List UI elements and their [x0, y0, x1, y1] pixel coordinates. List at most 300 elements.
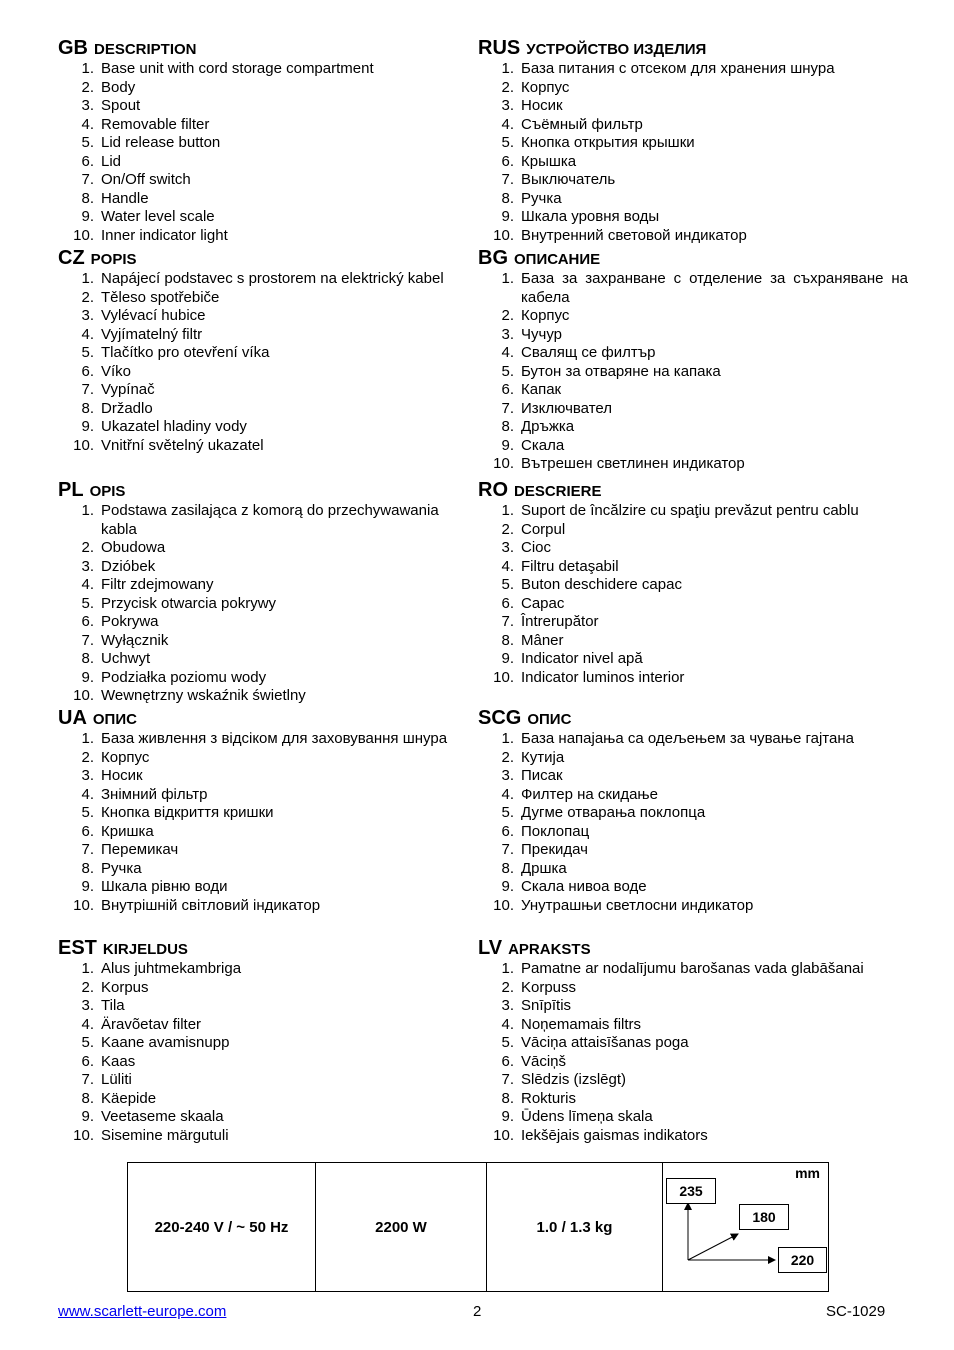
list-item — [478, 60, 908, 79]
item-number: 5. — [81, 134, 94, 151]
voltage-cell: 220-240 V / ~ 50 Hz — [128, 1163, 316, 1291]
list-item — [58, 60, 448, 79]
item-number: 6. — [501, 1052, 514, 1070]
item-text: Käepide — [101, 1089, 157, 1107]
item-text: Унутрашњи светлосни индикатор — [521, 896, 754, 914]
item-text: Indicator luminos interior — [521, 668, 685, 686]
list-item — [58, 326, 448, 345]
list-item — [58, 823, 448, 842]
list-item — [478, 595, 908, 614]
item-text: Indicator nivel apă — [521, 650, 643, 667]
item-number: 7. — [501, 171, 514, 188]
list-item — [478, 455, 908, 474]
item-text: Mâner — [521, 631, 564, 649]
item-text: Těleso spotřebiče — [101, 288, 220, 306]
item-number: 10. — [493, 1126, 514, 1144]
list-item — [58, 687, 448, 706]
item-number: 8. — [501, 189, 514, 207]
item-number: 2. — [81, 288, 94, 306]
item-text: Víko — [101, 362, 132, 380]
list-item — [58, 227, 448, 246]
section-heading — [478, 478, 908, 502]
list-item — [58, 418, 448, 437]
item-text: Крышка — [521, 152, 577, 170]
item-text: Napájecí podstavec s prostorem na elektrický kabel — [101, 270, 444, 287]
parts-list — [58, 60, 448, 245]
item-text: Äravõetav filter — [101, 1015, 202, 1033]
item-number: 9. — [81, 208, 94, 225]
item-text: Slēdzis (izslēgt) — [521, 1071, 627, 1088]
list-item — [478, 1108, 908, 1127]
list-item — [58, 400, 448, 419]
list-item — [478, 521, 908, 540]
item-number: 3. — [501, 539, 514, 556]
language-code: EST — [58, 937, 97, 959]
item-text: Дръжка — [521, 418, 575, 435]
item-number: 7. — [81, 381, 94, 398]
item-number: 5. — [81, 594, 94, 612]
item-number: 1. — [501, 730, 514, 747]
item-number: 3. — [81, 97, 94, 114]
section-lv — [478, 936, 908, 1145]
list-item — [478, 804, 908, 823]
list-item — [58, 381, 448, 400]
item-text: Filtru detaşabil — [521, 557, 619, 575]
item-number: 9. — [81, 1108, 94, 1125]
item-number: 7. — [81, 1071, 94, 1088]
list-item — [58, 344, 448, 363]
item-text: Внутрішній світловий індикатор — [101, 896, 321, 914]
language-code: PL — [58, 479, 84, 501]
item-number: 4. — [81, 1015, 94, 1033]
list-item — [478, 1071, 908, 1090]
item-text: Vyjímatelný filtr — [101, 325, 203, 343]
item-number: 8. — [501, 631, 514, 649]
item-number: 2. — [81, 539, 94, 556]
list-item — [478, 363, 908, 382]
list-item — [478, 613, 908, 632]
item-text: Корпус — [521, 307, 570, 324]
item-number: 7. — [501, 841, 514, 858]
weight-cell: 1.0 / 1.3 kg — [487, 1163, 663, 1291]
item-text: Sisemine märgutuli — [101, 1126, 229, 1144]
item-text: Корпус — [101, 748, 150, 766]
list-item — [478, 730, 908, 749]
item-text: Lüliti — [101, 1071, 132, 1088]
item-number: 10. — [493, 896, 514, 914]
section-heading — [58, 36, 448, 60]
item-text: Snīpītis — [521, 997, 572, 1014]
item-number: 2. — [501, 978, 514, 996]
item-text: Lid — [101, 152, 122, 170]
item-text: Перемикач — [101, 841, 179, 858]
item-number: 9. — [81, 668, 94, 686]
section-ro — [478, 478, 908, 687]
item-text: Inner indicator light — [101, 226, 228, 244]
item-number: 10. — [73, 687, 94, 704]
list-item — [58, 270, 448, 289]
item-text: База за захранване с отделение за съхраняване на кабела — [521, 270, 908, 306]
item-text: Носик — [101, 767, 143, 784]
item-number: 5. — [81, 804, 94, 821]
list-item — [478, 381, 908, 400]
list-item — [478, 539, 908, 558]
list-item — [58, 878, 448, 897]
item-number: 8. — [81, 399, 94, 417]
item-text: Wyłącznik — [101, 631, 169, 649]
section-title: УСТРОЙСТВО ИЗДЕЛИЯ — [526, 41, 707, 58]
list-item — [58, 841, 448, 860]
section-heading — [478, 936, 908, 960]
item-number: 2. — [501, 748, 514, 766]
item-number: 4. — [501, 1015, 514, 1033]
item-number: 6. — [501, 822, 514, 840]
item-number: 7. — [81, 171, 94, 188]
list-item — [58, 804, 448, 823]
item-number: 5. — [81, 344, 94, 361]
dimension-unit: mm — [795, 1165, 820, 1181]
list-item — [58, 1108, 448, 1127]
item-number: 10. — [493, 226, 514, 244]
list-item — [478, 1090, 908, 1109]
list-item — [478, 878, 908, 897]
model-number: SC-1029 — [826, 1303, 886, 1320]
list-item — [478, 841, 908, 860]
item-text: Свалящ се филтър — [521, 344, 656, 361]
item-number: 8. — [81, 1089, 94, 1107]
list-item — [58, 153, 448, 172]
item-number: 1. — [501, 502, 514, 519]
item-number: 10. — [493, 455, 514, 472]
item-number: 10. — [73, 1126, 94, 1144]
list-item — [478, 97, 908, 116]
list-item — [58, 437, 448, 456]
item-number: 5. — [501, 804, 514, 821]
item-number: 3. — [501, 325, 514, 343]
list-item — [58, 979, 448, 998]
section-pl — [58, 478, 448, 706]
item-number: 9. — [501, 208, 514, 225]
item-text: Прекидач — [521, 841, 588, 858]
item-number: 4. — [501, 557, 514, 575]
list-item — [58, 1090, 448, 1109]
list-item — [58, 1071, 448, 1090]
list-item — [478, 558, 908, 577]
list-item — [58, 502, 448, 539]
power-cell: 2200 W — [316, 1163, 487, 1291]
item-number: 1. — [81, 270, 94, 287]
item-text: Tlačítko pro otevření víka — [101, 344, 270, 361]
item-number: 9. — [501, 436, 514, 454]
parts-list — [478, 960, 908, 1145]
item-number: 7. — [501, 613, 514, 630]
item-text: Знімний фільтр — [101, 785, 208, 803]
list-item — [58, 363, 448, 382]
list-item — [58, 595, 448, 614]
language-code: RUS — [478, 37, 521, 59]
section-title: POPIS — [90, 251, 137, 268]
item-number: 9. — [81, 418, 94, 435]
list-item — [58, 669, 448, 688]
item-number: 10. — [73, 436, 94, 454]
item-number: 8. — [81, 650, 94, 667]
website-link[interactable]: www.scarlett-europe.com — [58, 1303, 227, 1320]
list-item — [478, 400, 908, 419]
list-item — [478, 227, 908, 246]
list-item — [58, 97, 448, 116]
list-item — [478, 418, 908, 437]
item-text: Pokrywa — [101, 613, 159, 630]
item-number: 3. — [81, 307, 94, 324]
parts-list — [478, 60, 908, 245]
item-text: Base unit with cord storage compartment — [101, 60, 374, 77]
list-item — [478, 153, 908, 172]
item-number: 1. — [81, 502, 94, 519]
item-text: Cioc — [521, 539, 552, 556]
item-text: Чучур — [521, 325, 562, 343]
item-number: 4. — [501, 115, 514, 133]
item-text: Water level scale — [101, 208, 215, 225]
item-text: Întrerupător — [521, 613, 599, 630]
item-text: Изключвател — [521, 399, 612, 417]
list-item — [58, 860, 448, 879]
list-item — [58, 786, 448, 805]
item-number: 8. — [501, 1089, 514, 1107]
item-text: Držadlo — [101, 399, 153, 417]
item-number: 1. — [81, 960, 94, 977]
item-text: Spout — [101, 97, 141, 114]
section-title: DESCRIPTION — [94, 41, 197, 58]
list-item — [478, 669, 908, 688]
item-number: 4. — [81, 785, 94, 803]
item-text: Vypínač — [101, 381, 155, 398]
item-number: 6. — [501, 152, 514, 170]
parts-list — [58, 730, 448, 915]
section-title: ОПИСАНИЕ — [514, 251, 601, 268]
section-est — [58, 936, 448, 1145]
item-text: Noņemamais filtrs — [521, 1015, 642, 1033]
item-text: База напајања са одељењем за чување гајтана — [521, 730, 854, 747]
depth-dimension: 180 — [739, 1204, 789, 1230]
list-item — [478, 307, 908, 326]
list-item — [478, 650, 908, 669]
section-heading — [58, 936, 448, 960]
item-text: Rokturis — [521, 1089, 577, 1107]
list-item — [478, 190, 908, 209]
item-text: Kaas — [101, 1052, 136, 1070]
item-number: 9. — [81, 878, 94, 895]
item-number: 5. — [501, 576, 514, 593]
item-text: Филтер на скидање — [521, 785, 658, 803]
item-text: Veetaseme skaala — [101, 1108, 224, 1125]
item-number: 3. — [501, 767, 514, 784]
item-text: Писак — [521, 767, 563, 784]
list-item — [478, 860, 908, 879]
item-number: 10. — [493, 668, 514, 686]
list-item — [58, 960, 448, 979]
section-heading — [478, 246, 908, 270]
item-text: Корпус — [521, 78, 570, 96]
parts-list — [478, 270, 908, 474]
item-text: Дугме отварања поклопца — [521, 804, 706, 821]
item-number: 4. — [81, 115, 94, 133]
list-item — [478, 576, 908, 595]
section-cz — [58, 246, 448, 455]
language-code: RO — [478, 479, 508, 501]
list-item — [58, 632, 448, 651]
item-text: Wewnętrzny wskaźnik świetlny — [101, 687, 306, 704]
list-item — [478, 960, 908, 979]
item-text: Podstawa zasilająca z komorą do przechywawania kabla — [101, 502, 439, 538]
item-number: 2. — [81, 748, 94, 766]
item-number: 10. — [73, 896, 94, 914]
item-text: On/Off switch — [101, 171, 191, 188]
list-item — [58, 650, 448, 669]
list-item — [58, 79, 448, 98]
language-code: LV — [478, 937, 503, 959]
parts-list — [58, 270, 448, 455]
item-number: 6. — [81, 613, 94, 630]
item-number: 3. — [501, 997, 514, 1014]
list-item — [478, 997, 908, 1016]
list-item — [478, 502, 908, 521]
list-item — [58, 997, 448, 1016]
item-text: Tila — [101, 997, 125, 1014]
item-text: Uchwyt — [101, 650, 151, 667]
list-item — [58, 576, 448, 595]
item-number: 4. — [81, 325, 94, 343]
item-number: 1. — [81, 60, 94, 77]
item-text: Скала нивоа воде — [521, 878, 647, 895]
item-number: 9. — [501, 878, 514, 895]
dimensions-cell — [663, 1163, 828, 1291]
item-text: Дршка — [521, 859, 567, 877]
item-number: 8. — [81, 859, 94, 877]
list-item — [58, 1053, 448, 1072]
item-number: 9. — [501, 650, 514, 667]
list-item — [58, 289, 448, 308]
item-number: 1. — [501, 60, 514, 77]
list-item — [478, 344, 908, 363]
item-text: Vāciņa attaisīšanas poga — [521, 1034, 689, 1051]
item-text: Шкала рівню води — [101, 878, 228, 895]
item-text: Podziałka poziomu wody — [101, 668, 267, 686]
item-number: 2. — [81, 78, 94, 96]
list-item — [58, 897, 448, 916]
item-text: База питания с отсеком для хранения шнура — [521, 60, 835, 77]
item-number: 6. — [81, 1052, 94, 1070]
list-item — [478, 1034, 908, 1053]
item-number: 4. — [81, 576, 94, 593]
list-item — [478, 326, 908, 345]
section-gb — [58, 36, 448, 245]
item-number: 2. — [81, 978, 94, 996]
list-item — [478, 1016, 908, 1035]
item-text: Ūdens līmeņa skala — [521, 1108, 653, 1125]
item-text: Ручка — [521, 189, 562, 207]
item-number: 3. — [81, 997, 94, 1014]
section-title: OPIS — [89, 483, 126, 500]
list-item — [478, 1127, 908, 1146]
list-item — [58, 208, 448, 227]
list-item — [478, 134, 908, 153]
item-number: 6. — [501, 594, 514, 612]
height-dimension: 235 — [666, 1178, 716, 1204]
section-rus — [478, 36, 908, 245]
item-number: 8. — [501, 418, 514, 435]
item-text: Capac — [521, 594, 565, 612]
item-text: Съёмный фильтр — [521, 115, 643, 133]
list-item — [58, 613, 448, 632]
parts-list — [58, 960, 448, 1145]
item-text: Corpul — [521, 520, 566, 538]
item-text: Vāciņš — [521, 1052, 567, 1070]
item-number: 3. — [501, 97, 514, 114]
item-text: Vylévací hubice — [101, 307, 206, 324]
list-item — [478, 979, 908, 998]
item-number: 2. — [501, 520, 514, 538]
item-text: Removable filter — [101, 115, 210, 133]
item-text: Кутија — [521, 748, 565, 766]
item-text: Капак — [521, 381, 562, 398]
item-text: Body — [101, 78, 136, 96]
list-item — [478, 632, 908, 651]
item-number: 6. — [81, 362, 94, 380]
item-text: Dzióbek — [101, 557, 156, 575]
item-number: 5. — [501, 1034, 514, 1051]
language-code: UA — [58, 707, 87, 729]
list-item — [58, 1127, 448, 1146]
section-heading — [478, 706, 908, 730]
section-heading — [58, 478, 448, 502]
item-text: Filtr zdejmowany — [101, 576, 214, 593]
section-bg — [478, 246, 908, 474]
item-text: База живлення з відсіком для заховування шнура — [101, 730, 448, 747]
item-text: Kaane avamisnupp — [101, 1034, 230, 1051]
list-item — [478, 823, 908, 842]
item-text: Alus juhtmekambriga — [101, 960, 242, 977]
item-number: 7. — [501, 399, 514, 417]
item-text: Korpuss — [521, 978, 577, 996]
item-text: Obudowa — [101, 539, 166, 556]
item-number: 2. — [501, 78, 514, 96]
section-title: KIRJELDUS — [102, 941, 188, 958]
list-item — [478, 171, 908, 190]
section-heading — [478, 36, 908, 60]
item-number: 8. — [501, 859, 514, 877]
item-number: 8. — [81, 189, 94, 207]
item-text: Вътрешен светлинен индикатор — [521, 455, 745, 472]
page-number: 2 — [473, 1303, 482, 1320]
item-text: Vnitřní světelný ukazatel — [101, 436, 264, 454]
language-code: CZ — [58, 247, 85, 269]
item-number: 5. — [501, 362, 514, 380]
list-item — [478, 1053, 908, 1072]
parts-list — [478, 730, 908, 915]
list-item — [58, 1034, 448, 1053]
section-heading — [58, 706, 448, 730]
item-number: 9. — [501, 1108, 514, 1125]
list-item — [58, 749, 448, 768]
section-heading — [58, 246, 448, 270]
list-item — [478, 116, 908, 135]
item-number: 4. — [501, 344, 514, 361]
item-number: 5. — [81, 1034, 94, 1051]
item-text: Поклопац — [521, 822, 590, 840]
item-number: 6. — [81, 152, 94, 170]
item-text: Выключатель — [521, 171, 616, 188]
item-number: 1. — [501, 960, 514, 977]
